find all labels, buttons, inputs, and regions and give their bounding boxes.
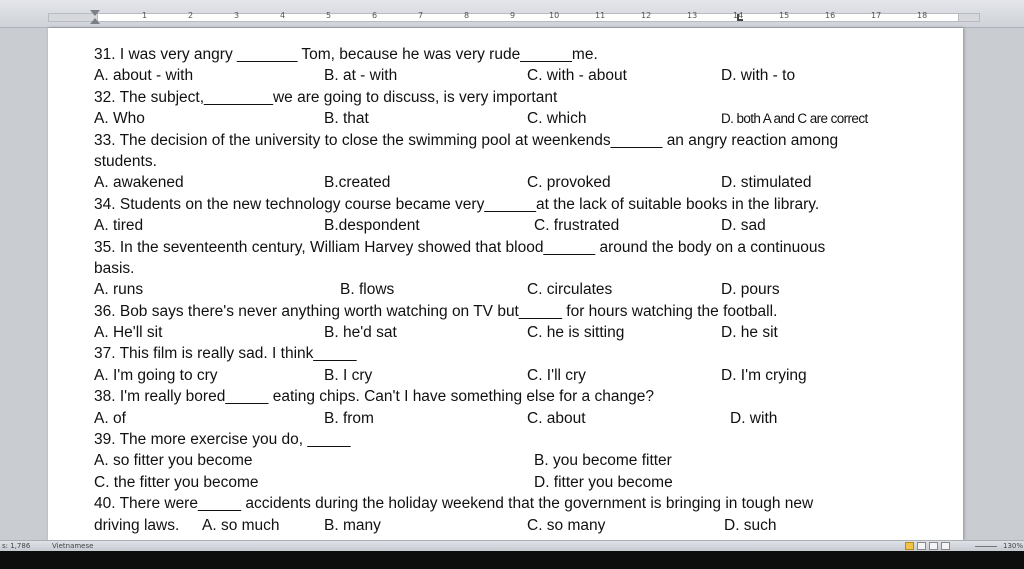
- ruler-number: 13: [687, 11, 698, 20]
- word-count[interactable]: s: 1,786: [2, 542, 31, 550]
- ruler-number: 7: [418, 11, 424, 20]
- hanging-indent-marker[interactable]: [90, 18, 100, 24]
- taskbar-strip: [0, 551, 1024, 569]
- option-d: D. with: [730, 409, 778, 427]
- option-c: C. provoked: [527, 174, 611, 192]
- ruler-number: 10: [549, 11, 560, 20]
- ruler-number: 15: [779, 11, 790, 20]
- option-d: D. stimulated: [721, 174, 812, 192]
- option-d: D. with - to: [721, 67, 796, 85]
- option-a: A. so fitter you become: [94, 452, 253, 470]
- ruler-number: 6: [372, 11, 378, 20]
- option-b: B. he'd sat: [324, 324, 397, 342]
- question-text-continued: driving laws.: [94, 516, 180, 534]
- options-line: [94, 65, 954, 86]
- option-c: C. so many: [527, 516, 606, 534]
- option-a: A. He'll sit: [94, 324, 163, 342]
- option-c: C. about: [527, 409, 586, 427]
- options-line: [94, 322, 954, 343]
- question-line: [94, 194, 954, 215]
- question-text: 33. The decision of the university to close the swimming pool at weenkends______ an angry reaction among: [94, 131, 839, 149]
- ruler-number: 16: [825, 11, 836, 20]
- view-buttons: [905, 542, 950, 550]
- question-line: [94, 301, 954, 322]
- option-c: C. the fitter you become: [94, 473, 259, 491]
- question-line: [94, 87, 954, 108]
- options-line: [94, 450, 954, 471]
- question-line: [94, 130, 954, 151]
- zoom-slider[interactable]: [975, 546, 997, 547]
- zoom-level[interactable]: 130%: [1003, 542, 1024, 550]
- options-line: [94, 408, 954, 429]
- option-c: C. circulates: [527, 281, 613, 299]
- question-line: [94, 429, 954, 450]
- options-line: [94, 108, 954, 129]
- option-b: B. many: [324, 516, 381, 534]
- ruler-number: 4: [280, 11, 286, 20]
- ruler-number: 3: [234, 11, 240, 20]
- document-page[interactable]: [48, 28, 963, 540]
- options-line: [94, 172, 954, 193]
- options-line: [94, 279, 954, 300]
- question-line: [94, 386, 954, 407]
- option-a: A. of: [94, 409, 126, 427]
- question-line: [94, 493, 954, 514]
- question-line: [94, 343, 954, 364]
- question-text: 40. There were_____ accidents during the holiday weekend that the government is bringing in tough new: [94, 495, 814, 513]
- web-layout-view-icon[interactable]: [929, 542, 938, 550]
- option-d: D. I'm crying: [721, 366, 807, 384]
- options-line: [94, 472, 954, 493]
- ruler-number: 9: [510, 11, 516, 20]
- option-b: B. flows: [340, 281, 395, 299]
- first-line-indent-marker[interactable]: [90, 10, 100, 16]
- option-b: B. that: [324, 110, 369, 128]
- option-b: B.despondent: [324, 217, 420, 235]
- question-text-continued: students.: [94, 152, 157, 170]
- print-layout-view-icon[interactable]: [905, 542, 914, 550]
- option-b: B. I cry: [324, 366, 373, 384]
- question-text: 39. The more exercise you do, _____: [94, 431, 351, 449]
- options-line: [94, 215, 954, 236]
- option-c: C. frustrated: [534, 217, 620, 235]
- ruler-right-margin: [958, 13, 980, 22]
- question-text: 37. This film is really sad. I think_____: [94, 345, 357, 363]
- question-line-with-options: [94, 515, 954, 536]
- ruler-number: 1: [142, 11, 148, 20]
- option-a: A. Who: [94, 110, 145, 128]
- status-bar: [0, 540, 1024, 551]
- question-text: 35. In the seventeenth century, William Harvey showed that blood______ around the body on a continuous: [94, 238, 826, 256]
- ruler-number: 2: [188, 11, 194, 20]
- ruler-number: 17: [871, 11, 882, 20]
- option-a: A. runs: [94, 281, 144, 299]
- language-indicator[interactable]: Vietnamese: [52, 542, 94, 550]
- question-line-continued: [94, 258, 954, 279]
- option-a: A. awakened: [94, 174, 184, 192]
- question-line: [94, 237, 954, 258]
- ruler-number: 5: [326, 11, 332, 20]
- option-d: D. sad: [721, 217, 766, 235]
- ruler-number: 14: [733, 11, 744, 20]
- question-text-continued: basis.: [94, 259, 135, 277]
- option-c: C. with - about: [527, 67, 627, 85]
- option-c: C. he is sitting: [527, 324, 625, 342]
- option-b: B. from: [324, 409, 374, 427]
- option-a: A. about - with: [94, 67, 194, 85]
- option-c: C. which: [527, 110, 587, 128]
- ruler-number: 8: [464, 11, 470, 20]
- option-a: A. tired: [94, 217, 144, 235]
- option-d: D. both A and C are correct: [721, 111, 868, 127]
- ruler-number: 12: [641, 11, 652, 20]
- question-text: 38. I'm really bored_____ eating chips. Can't I have something else for a change?: [94, 388, 654, 406]
- ruler-number: 11: [595, 11, 606, 20]
- options-line: [94, 365, 954, 386]
- question-line-continued: [94, 151, 954, 172]
- question-text: 34. Students on the new technology course became very______at the lack of suitable books in the library.: [94, 195, 820, 213]
- document-body[interactable]: [94, 44, 954, 536]
- question-line: [94, 44, 954, 65]
- option-c: C. I'll cry: [527, 366, 586, 384]
- option-b: B. at - with: [324, 67, 398, 85]
- ruler-number: 18: [917, 11, 928, 20]
- question-text: 32. The subject,________we are going to discuss, is very important: [94, 88, 558, 106]
- horizontal-ruler[interactable]: [0, 0, 1024, 28]
- option-d: D. he sit: [721, 324, 778, 342]
- option-d: D. such: [724, 516, 777, 534]
- option-a: A. so much: [202, 516, 280, 534]
- option-b: B. you become fitter: [534, 452, 672, 470]
- question-text: 31. I was very angry _______ Tom, because he was very rude______me.: [94, 46, 598, 63]
- option-d: D. fitter you become: [534, 473, 673, 491]
- option-a: A. I'm going to cry: [94, 366, 218, 384]
- question-text: 36. Bob says there's never anything worth watching on TV but_____ for hours watching the football.: [94, 302, 778, 320]
- option-d: D. pours: [721, 281, 780, 299]
- option-b: B.created: [324, 174, 391, 192]
- outline-view-icon[interactable]: [941, 542, 950, 550]
- full-screen-view-icon[interactable]: [917, 542, 926, 550]
